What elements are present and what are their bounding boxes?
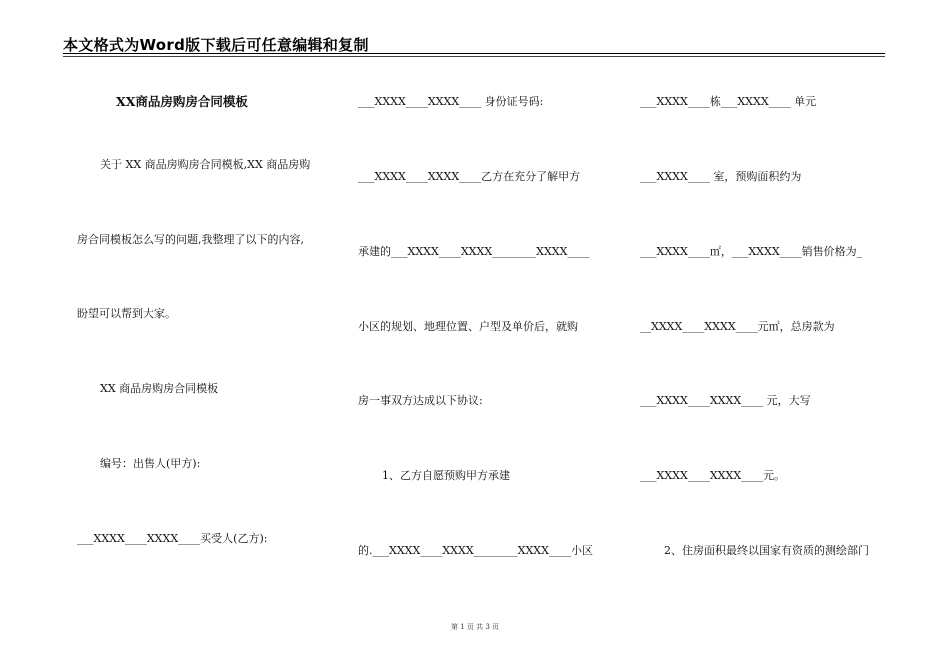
col2-line: 承建的___XXXX____XXXX________XXXX____ xyxy=(358,245,590,258)
col3-line: ___XXXX____㎡，___XXXX____销售价格为_ xyxy=(640,245,863,258)
col3-line: ___XXXX____XXXX____元。 xyxy=(640,469,786,482)
col1-line: XX 商品房购房合同模板 xyxy=(100,382,219,395)
col3-line: 2、住房面积最终以国家有资质的测绘部门 xyxy=(664,544,869,557)
header-rule-bottom xyxy=(63,56,885,57)
col3-line: ___XXXX____XXXX____ 元，大写 xyxy=(640,394,811,407)
col2-line: ___XXXX____XXXX____ 身份证号码: xyxy=(358,95,544,108)
document-header-banner: 本文格式为Word版下载后可任意编辑和复制 xyxy=(63,36,369,54)
col2-line: ___XXXX____XXXX____乙方在充分了解甲方 xyxy=(358,170,581,183)
header-rule-top xyxy=(63,53,885,54)
col2-line: 小区的规划、地理位置、户型及单价后，就购 xyxy=(358,320,578,333)
col1-line: 房合同模板怎么写的问题,我整理了以下的内容, xyxy=(77,233,304,246)
col2-line: 房一事双方达成以下协议: xyxy=(358,394,483,407)
page-number: 第 1 页 共 3 页 xyxy=(450,623,500,631)
col1-line: ___XXXX____XXXX____买受人(乙方): xyxy=(77,532,268,545)
contract-title: XX商品房购房合同模板 xyxy=(116,94,248,109)
col2-line: 的.___XXXX____XXXX________XXXX____小区 xyxy=(358,544,593,557)
col1-line: 编号：出售人(甲方): xyxy=(100,457,201,470)
col1-line: 盼望可以帮到大家。 xyxy=(77,307,176,320)
col2-line: 1、乙方自愿预购甲方承建 xyxy=(382,469,510,482)
col3-line: ___XXXX____ 室，预购面积约为 xyxy=(640,170,802,183)
col3-line: ___XXXX____栋___XXXX____ 单元 xyxy=(640,95,817,108)
col1-line: 关于 XX 商品房购房合同模板,XX 商品房购 xyxy=(100,158,311,171)
col3-line: __XXXX____XXXX____元㎡，总房款为 xyxy=(640,320,835,333)
